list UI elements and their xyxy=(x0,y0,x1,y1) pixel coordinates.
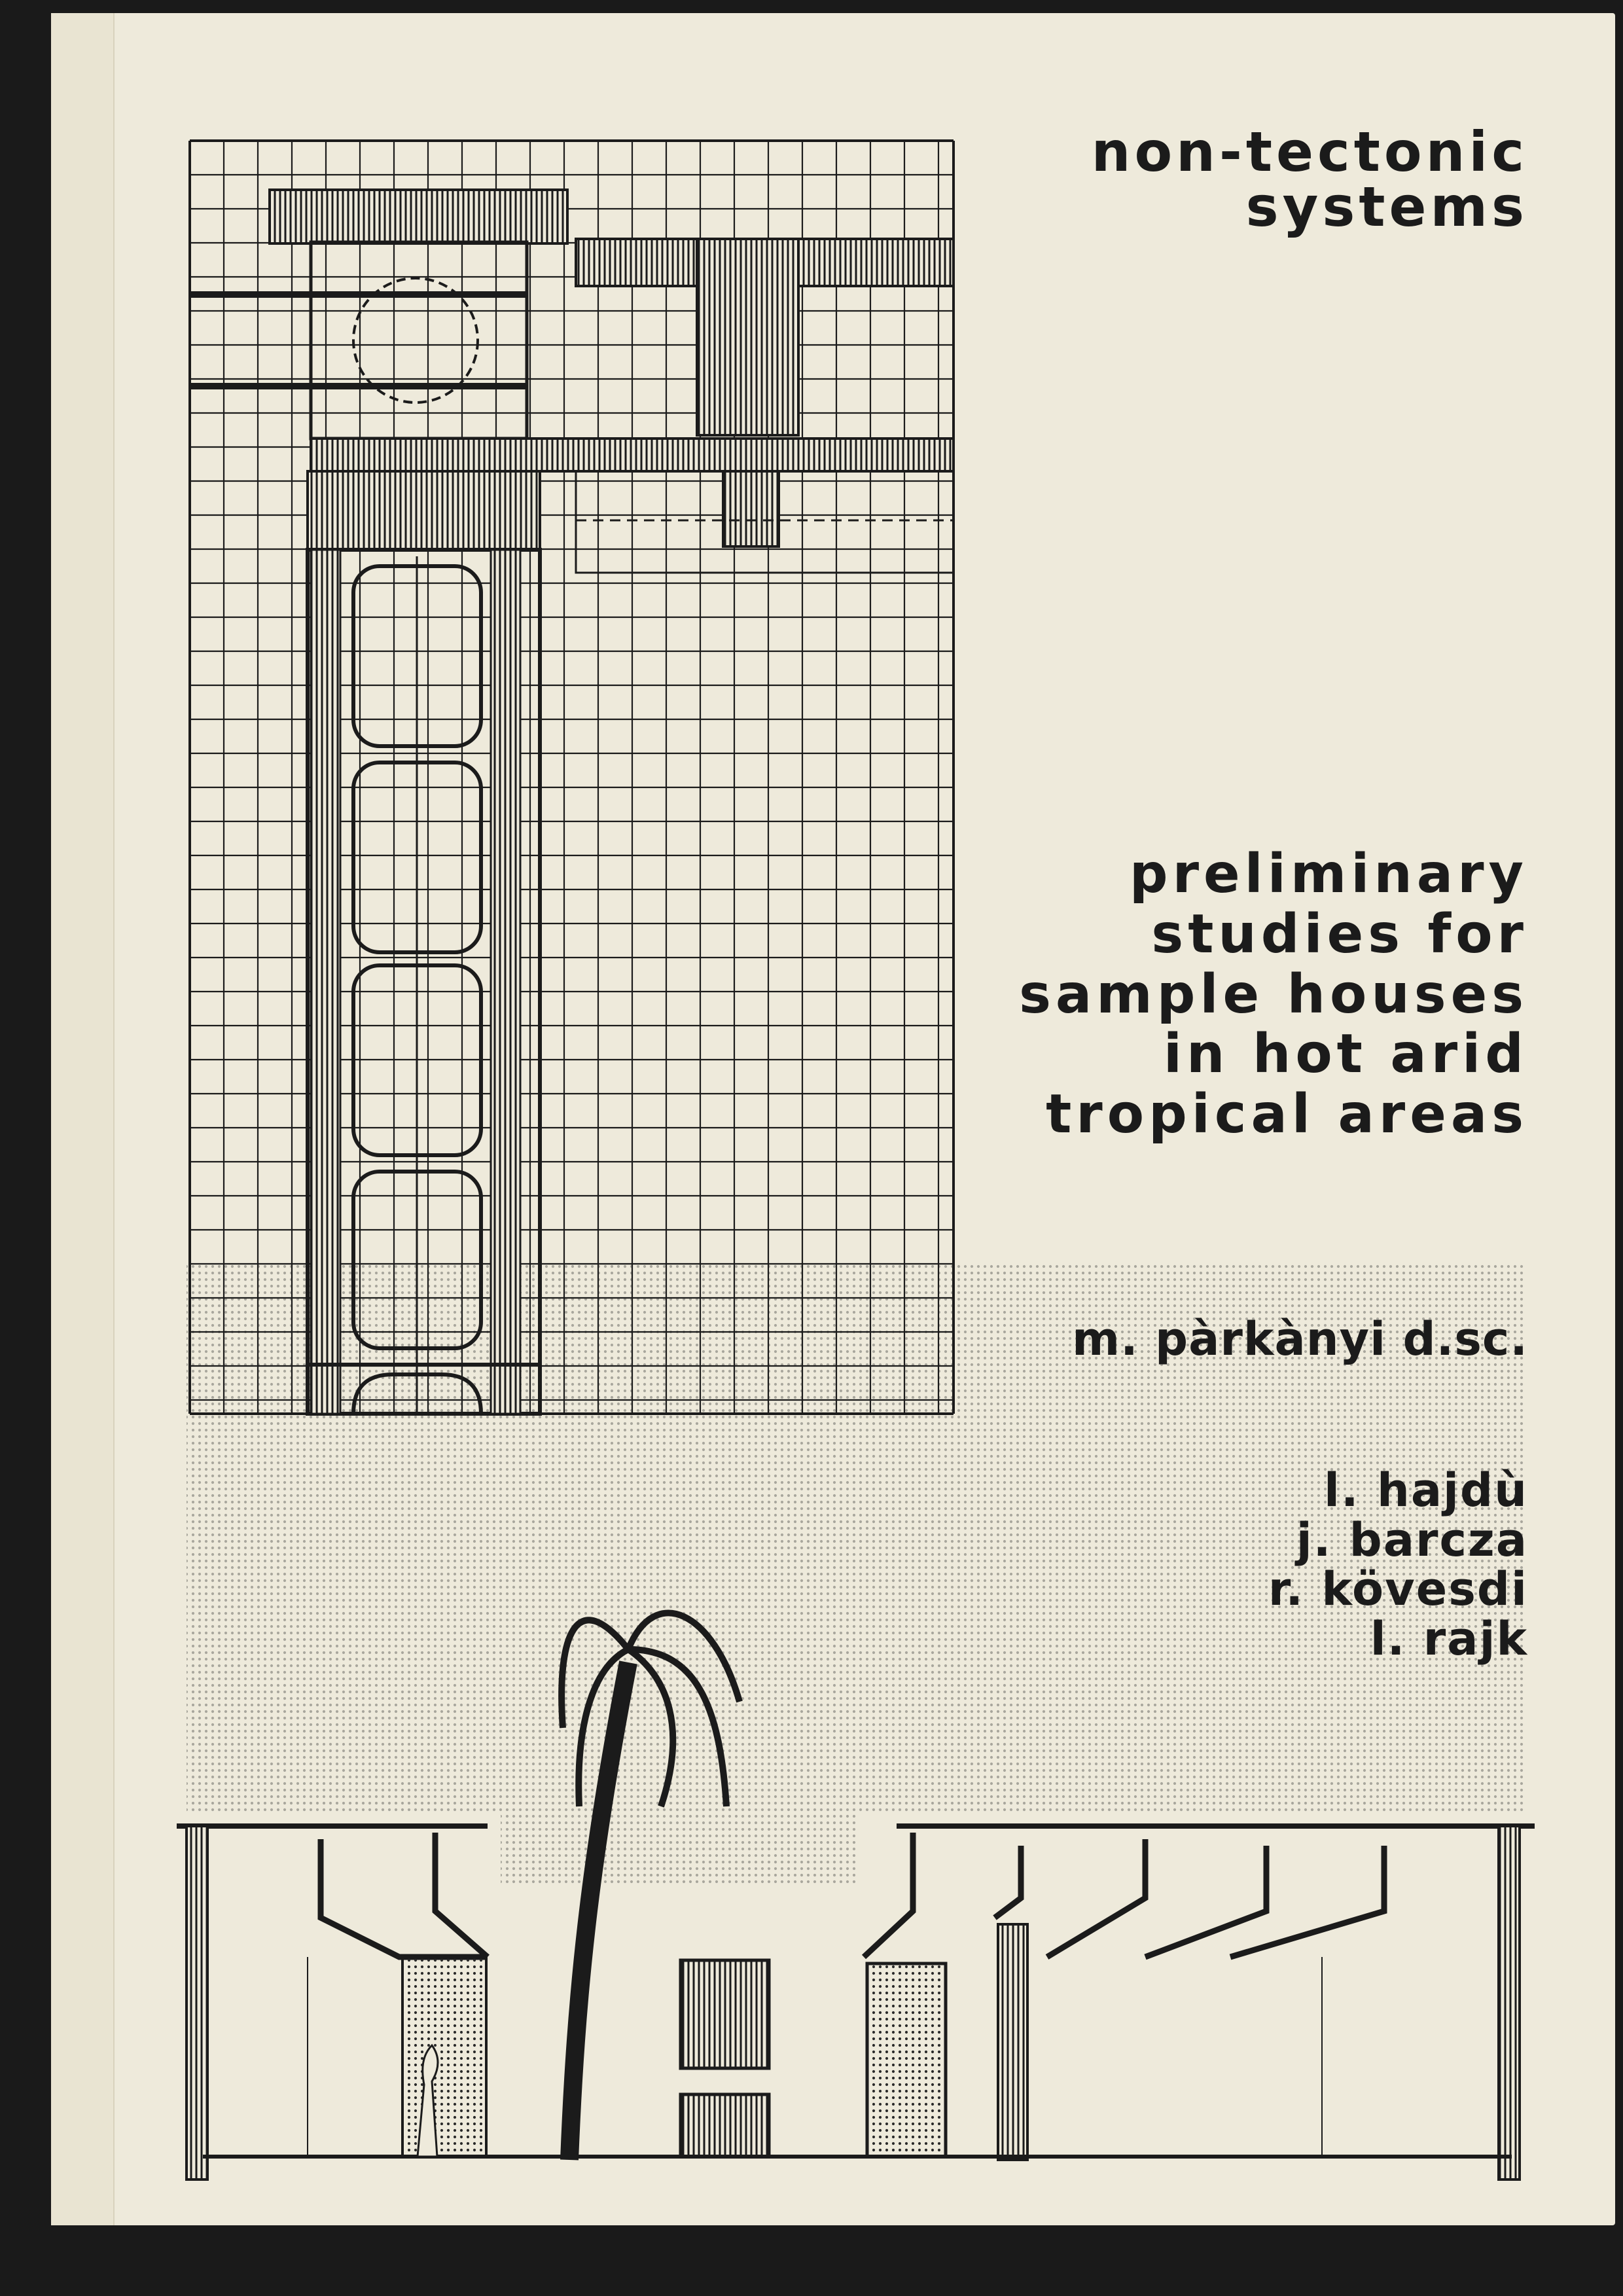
plan-grid xyxy=(190,141,954,1414)
book-title: preliminary studies for sample houses in hot arid tropical areas xyxy=(1019,843,1528,1146)
author-name: m. pàrkànyi d.sc. xyxy=(1072,1312,1528,1366)
series-title: non-tectonic systems xyxy=(1091,120,1528,239)
coauthor-list: l. hajdù j. barcza r. kövesdi l. rajk xyxy=(1268,1463,1528,1666)
